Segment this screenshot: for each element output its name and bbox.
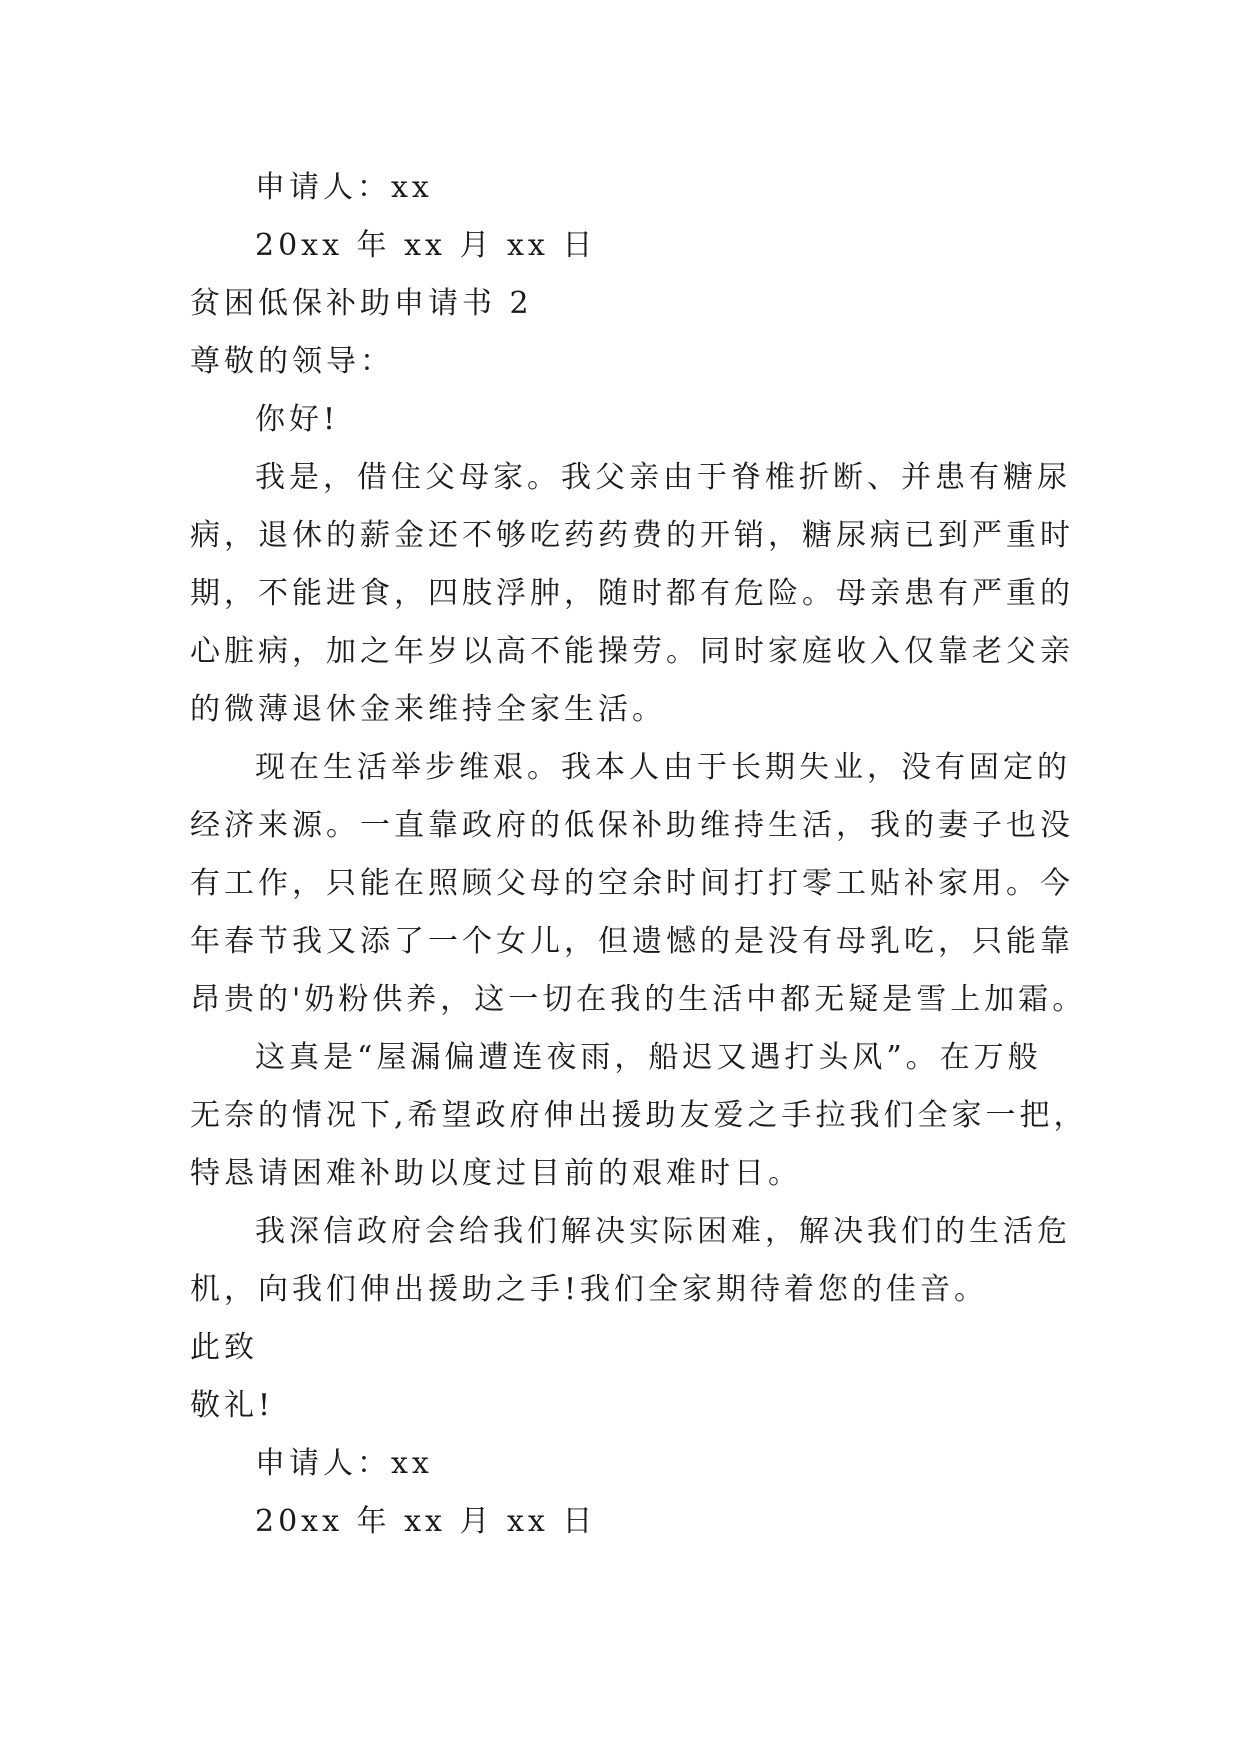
paragraph-line: 无奈的情况下,希望政府伸出援助友爱之手拉我们全家一把， xyxy=(190,1098,1088,1133)
paragraph-line: 的微薄退休金来维持全家生活。 xyxy=(190,692,666,727)
date-line: 20xx 年 xx 月 xx 日 xyxy=(255,228,597,263)
paragraph-line: 病，退休的薪金还不够吃药药费的开销，糖尿病已到严重时 xyxy=(190,518,1074,553)
date-line: 20xx 年 xx 月 xx 日 xyxy=(255,1504,597,1539)
paragraph-line: 我是，借住父母家。我父亲由于脊椎折断、并患有糖尿 xyxy=(255,460,1071,495)
paragraph-line: 经济来源。一直靠政府的低保补助维持生活，我的妻子也没 xyxy=(190,808,1074,843)
applicant-line: 申请人：xx xyxy=(255,1446,433,1481)
salutation: 尊敬的领导： xyxy=(190,344,394,379)
paragraph-line: 期，不能进食，四肢浮肿，随时都有危险。母亲患有严重的 xyxy=(190,576,1074,611)
paragraph-line: 年春节我又添了一个女儿，但遗憾的是没有母乳吃，只能靠 xyxy=(190,924,1074,959)
paragraph-line: 机，向我们伸出援助之手!我们全家期待着您的佳音。 xyxy=(190,1272,989,1307)
paragraph-line: 有工作，只能在照顾父母的空余时间打打零工贴补家用。今 xyxy=(190,866,1074,901)
paragraph-line: 现在生活举步维艰。我本人由于长期失业，没有固定的 xyxy=(255,750,1071,785)
paragraph-line: 昂贵的'奶粉供养，这一切在我的生活中都无疑是雪上加霜。 xyxy=(190,982,1087,1017)
closing-salute: 敬礼! xyxy=(190,1388,275,1423)
closing-line: 此致 xyxy=(190,1330,258,1365)
greeting: 你好! xyxy=(255,402,340,437)
document-title: 贫困低保补助申请书 2 xyxy=(190,286,533,321)
paragraph-line: 这真是“屋漏偏遭连夜雨，船迟又遇打头风”。在万般 xyxy=(255,1040,1042,1075)
paragraph-line: 我深信政府会给我们解决实际困难，解决我们的生活危 xyxy=(255,1214,1071,1249)
paragraph-line: 心脏病，加之年岁以高不能操劳。同时家庭收入仅靠老父亲 xyxy=(190,634,1074,669)
paragraph-line: 特恳请困难补助以度过目前的艰难时日。 xyxy=(190,1156,802,1191)
applicant-line: 申请人：xx xyxy=(255,170,433,205)
